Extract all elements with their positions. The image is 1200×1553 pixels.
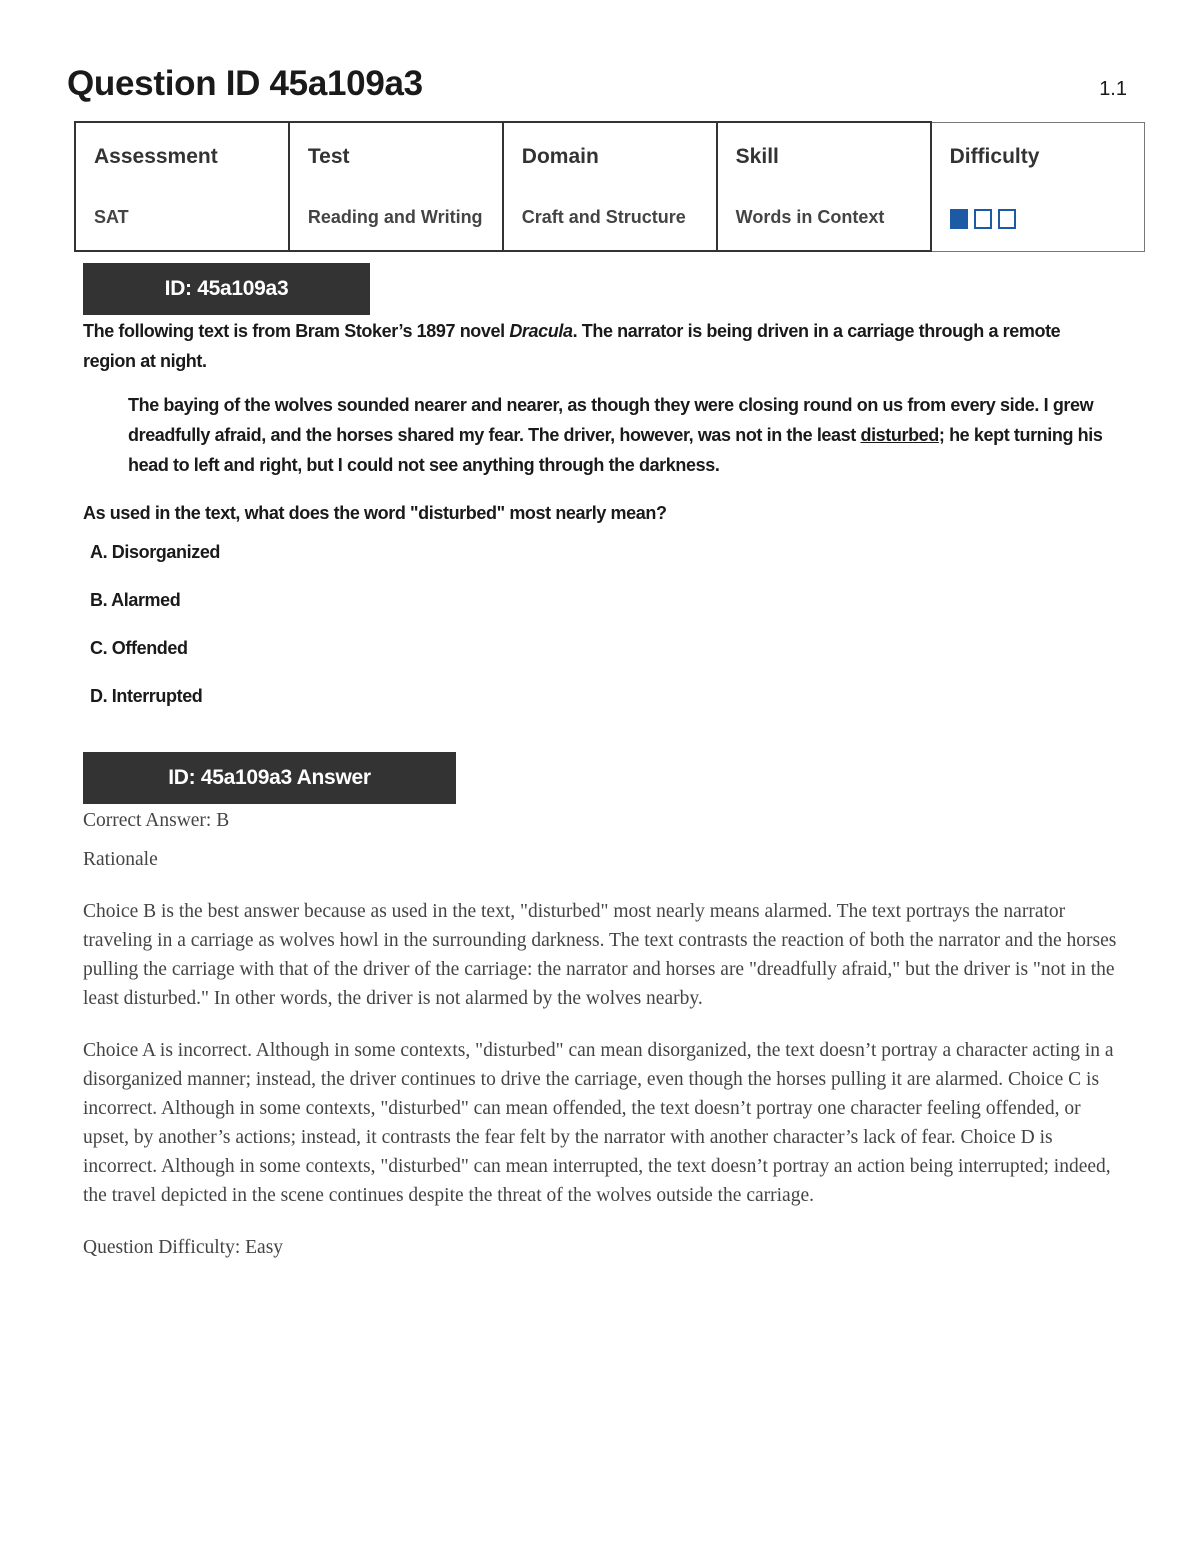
test-cell <box>289 122 503 251</box>
domain-cell <box>503 122 717 251</box>
skill-label: Skill <box>735 145 779 168</box>
difficulty-box-empty <box>998 209 1016 229</box>
difficulty-box-filled <box>950 209 968 229</box>
intro-text-after: . The narrator is being driven in a carriage through a remote region at night. <box>83 321 1061 371</box>
rationale-label: Rationale <box>83 849 158 870</box>
domain-label: Domain <box>521 145 599 168</box>
passage-underlined-word: disturbed <box>860 425 939 445</box>
passage <box>128 390 1118 480</box>
skill-value: Words in Context <box>735 207 885 227</box>
rationale-paragraph-2: Choice A is incorrect. Although in some contexts, "disturbed" can mean disorganized, the text doesn’t portray a character acting in a disorganized manner; instead, the driver continues to drive the carriage, even though the horses pulling it are alarmed. Choice C is incorrect. Although in some contexts, "disturbed" can mean offended, the text doesn’t portray one character feeling offended, or upset, by another’s actions; instead, it contrasts the fear felt by the narrator with another character’s lack of fear. Choice D is incorrect. Although in some contexts, "disturbed" can mean interrupted, the text doesn’t portray an action being interrupted; indeed, the travel depicted in the scene continues despite the threat of the wolves outside the carriage. <box>83 1040 1114 1206</box>
choice-d[interactable]: D. Interrupted <box>90 686 203 706</box>
test-value: Reading and Writing <box>307 207 483 227</box>
intro-text-before: The following text is from Bram Stoker’s 1897 novel <box>83 321 510 341</box>
difficulty-cell <box>931 122 1145 251</box>
question-id-banner: ID: 45a109a3 <box>83 263 370 315</box>
assessment-label: Assessment <box>94 145 218 168</box>
page-title: Question ID 45a109a3 <box>67 64 423 103</box>
difficulty-box-empty <box>974 209 992 229</box>
answer-section <box>83 806 1123 1262</box>
skill-cell <box>717 122 931 251</box>
difficulty-label: Difficulty <box>949 144 1040 168</box>
assessment-cell <box>75 122 289 251</box>
choice-a[interactable]: A. Disorganized <box>90 542 221 562</box>
passage-text-before: The baying of the wolves sounded nearer and nearer, as though they were closing round on us from every side. I grew dreadfully afraid, and the horses shared my fear. The driver, however, was not in the least <box>128 395 1094 445</box>
answer-id-banner: ID: 45a109a3 Answer <box>83 752 456 804</box>
question-intro <box>83 316 1113 376</box>
intro-novel-title: Dracula <box>509 321 573 341</box>
question-metadata-table <box>74 121 1145 252</box>
rationale-paragraph-1: Choice B is the best answer because as used in the text, "disturbed" most nearly means alarmed. The text portrays the narrator traveling in a carriage as wolves howl in the surrounding darkness. The text contrasts the reaction of both the narrator and the horses pulling the carriage with that of the driver of the carriage: the narrator and horses are "dreadfully afraid," but the driver is "not in the least disturbed." In other words, the driver is not alarmed by the wolves nearby. <box>83 901 1117 1009</box>
difficulty-indicator <box>950 209 1126 229</box>
choice-c[interactable]: C. Offended <box>90 638 188 658</box>
question-difficulty: Question Difficulty: Easy <box>83 1237 284 1258</box>
test-label: Test <box>307 145 350 168</box>
assessment-value: SAT <box>94 207 129 227</box>
passage-text-after: ; he kept turning his head to left and right, but I could not see anything through the darkness. <box>128 425 1103 475</box>
correct-answer: Correct Answer: B <box>83 810 230 831</box>
page-number: 1.1 <box>1099 78 1127 100</box>
answer-choices <box>90 542 220 734</box>
question-stem: As used in the text, what does the word "disturbed" most nearly mean? <box>83 503 667 523</box>
choice-b[interactable]: B. Alarmed <box>90 590 181 610</box>
domain-value: Craft and Structure <box>521 207 686 227</box>
